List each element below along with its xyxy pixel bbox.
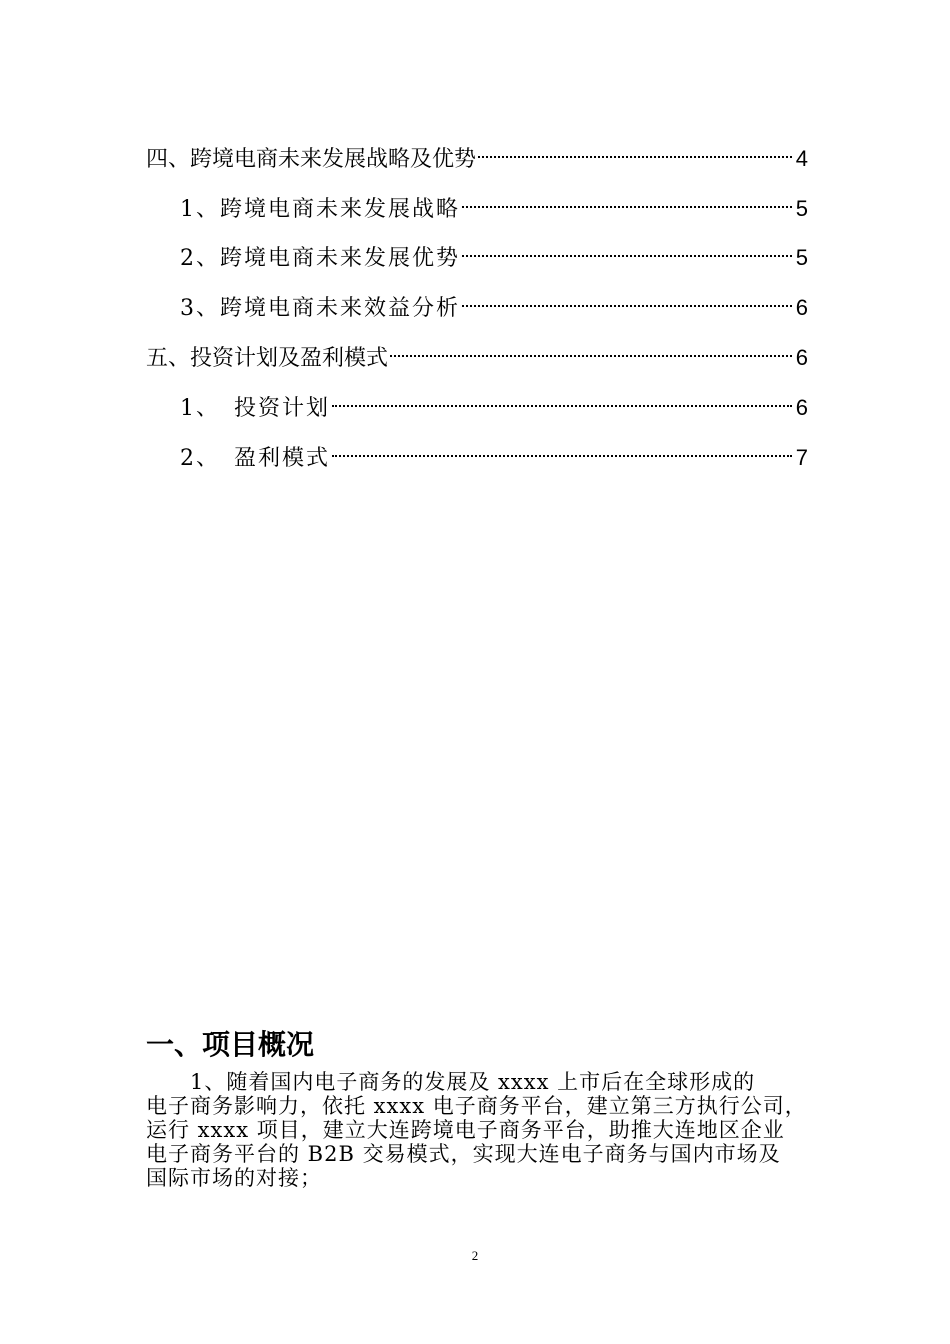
- page-number: 2: [471, 1248, 479, 1263]
- body-paragraph: [146, 1070, 810, 1190]
- toc-entry[interactable]: [180, 383, 808, 421]
- toc-dot-leader: [330, 433, 796, 465]
- toc-page-number: 5: [795, 245, 808, 270]
- paragraph-line: 运行 xxxx 项目，建立大连跨境电子商务平台，助推大连地区企业: [146, 1118, 785, 1142]
- toc-page-number: 4: [795, 146, 808, 171]
- paragraph-line: 国际市场的对接；: [146, 1166, 322, 1190]
- toc-entry[interactable]: [146, 134, 808, 172]
- section-heading: 一、项目概况: [146, 1028, 315, 1061]
- toc-page-number: 6: [795, 295, 808, 320]
- toc-entry-number: 1、: [180, 396, 220, 421]
- toc-dot-leader: [460, 184, 796, 216]
- toc-entry[interactable]: [180, 233, 808, 271]
- toc-dot-leader: [460, 283, 796, 315]
- toc-entry-title: 五、投资计划及盈利模式: [146, 346, 389, 371]
- paragraph-line: 电子商务影响力，依托 xxxx 电子商务平台，建立第三方执行公司，: [146, 1094, 807, 1118]
- paragraph-line: 1、随着国内电子商务的发展及 xxxx 上市后在全球形成的: [190, 1070, 756, 1094]
- toc-entry-title: 四、跨境电商未来发展战略及优势: [146, 147, 477, 172]
- toc-dot-leader: [388, 333, 796, 365]
- toc-entry-title: 3、跨境电商未来效益分析: [180, 296, 460, 321]
- toc-dot-leader: [330, 383, 796, 415]
- paragraph-line: 电子商务平台的 B2B 交易模式，实现大连电子商务与国内市场及: [146, 1142, 781, 1166]
- toc-dot-leader: [476, 134, 796, 166]
- toc-entry-title: 盈利模式: [234, 446, 331, 471]
- toc-entry-title: 2、跨境电商未来发展优势: [180, 246, 460, 271]
- toc-entry[interactable]: [180, 283, 808, 321]
- toc-entry-title: 1、跨境电商未来发展战略: [180, 197, 460, 222]
- toc-dot-leader: [460, 233, 796, 265]
- toc-page-number: 6: [795, 345, 808, 370]
- toc-entry-number: 2、: [180, 446, 220, 471]
- toc-entry[interactable]: [180, 433, 808, 471]
- toc-entry[interactable]: [180, 184, 808, 222]
- toc-entry-title: 投资计划: [234, 396, 331, 421]
- toc-entry[interactable]: [146, 333, 808, 371]
- toc-page-number: 6: [795, 395, 808, 420]
- toc-page-number: 5: [795, 196, 808, 221]
- toc-page-number: 7: [795, 445, 808, 470]
